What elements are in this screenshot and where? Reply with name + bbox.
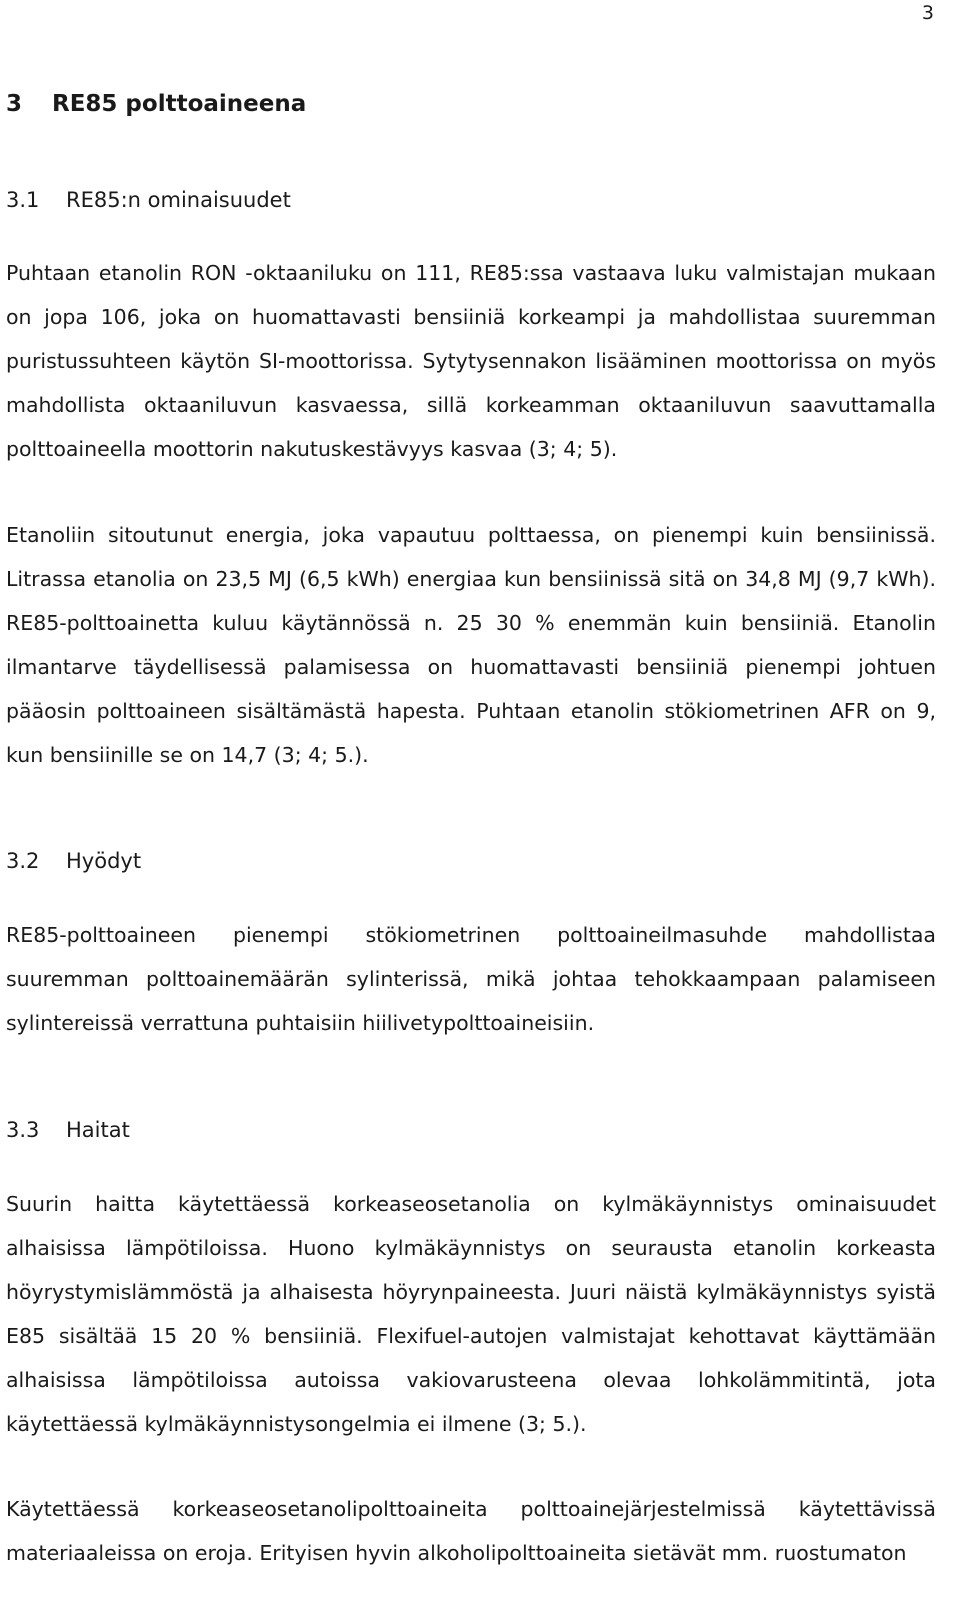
paragraph-drawbacks-coldstart: Suurin haitta käytettäessä korkeaseosetanolia on kylmäkäynnistys ominaisuudet alhaisissa lämpötiloissa. Huono kylmäkäynnistys on seurausta etanolin korkeasta höyrystymislämmöstä ja alhaisesta höyrynpaineesta. Juuri näistä kylmäkäynnistys syistä E85 sisältää 15 20 % bensiiniä. Flexifuel-autojen valmistajat kehottavat käyttämään alhaisissa lämpötiloissa autoissa vakiovarusteena olevaa lohkolämmitintä, jota käytettäessä kylmäkäynnistysongelmia ei ilmene (3; 5.).: [6, 1192, 936, 1436]
section-number: 3.3: [6, 1118, 40, 1142]
chapter-title-text: RE85 polttoaineena: [52, 91, 307, 117]
section-title-3-1: [6, 184, 291, 216]
section-title-3-3: [6, 1114, 130, 1146]
section-number: 3.1: [6, 188, 40, 212]
section-title-3-2: [6, 845, 141, 877]
page-number: 3: [921, 2, 934, 24]
chapter-number: 3: [6, 91, 23, 117]
paragraph-properties-energy: Etanoliin sitoutunut energia, joka vapautuu polttaessa, on pienempi kuin bensiinissä. Litrassa etanolia on 23,5 MJ (6,5 kWh) energiaa kun bensiinissä sitä on 34,8 MJ (9,7 kWh). RE85-polttoainetta kuluu käytännössä n. 25 30 % enemmän kuin bensiiniä. Etanolin ilmantarve täydellisessä palamisessa on huomattavasti bensiiniä pienempi johtuen pääosin polttoaineen sisältämästä hapesta. Puhtaan etanolin stökiometrinen AFR on 9, kun bensiinille se on 14,7 (3; 4; 5.).: [6, 523, 936, 767]
section-title-text: RE85:n ominaisuudet: [66, 188, 291, 212]
paragraph-benefits: RE85-polttoaineen pienempi stökiometrinen polttoaineilmasuhde mahdollistaa suuremman polttoainemäärän sylinterissä, mikä johtaa tehokkaampaan palamiseen sylintereissä verrattuna puhtaisiin hiilivetypolttoaineisiin.: [6, 923, 936, 1035]
section-title-text: Haitat: [66, 1118, 130, 1142]
paragraph-properties-octane: Puhtaan etanolin RON -oktaaniluku on 111, RE85:ssa vastaava luku valmistajan mukaan on jopa 106, joka on huomattavasti bensiiniä korkeampi ja mahdollistaa suuremman puristussuhteen käytön SI-moottorissa. Sytytysennakon lisääminen moottorissa on myös mahdollista oktaaniluvun kasvaessa, sillä korkeamman oktaaniluvun saavuttamalla polttoaineella moottorin nakutuskestävyys kasvaa (3; 4; 5).: [6, 261, 936, 461]
paragraph-drawbacks-materials: Käytettäessä korkeaseosetanolipolttoaineita polttoainejärjestelmissä käytettävissä materiaaleissa on eroja. Erityisen hyvin alkoholipolttoaineita sietävät mm. ruostumaton: [6, 1497, 936, 1565]
chapter-title: [6, 86, 306, 122]
section-number: 3.2: [6, 849, 40, 873]
section-title-text: Hyödyt: [66, 849, 142, 873]
